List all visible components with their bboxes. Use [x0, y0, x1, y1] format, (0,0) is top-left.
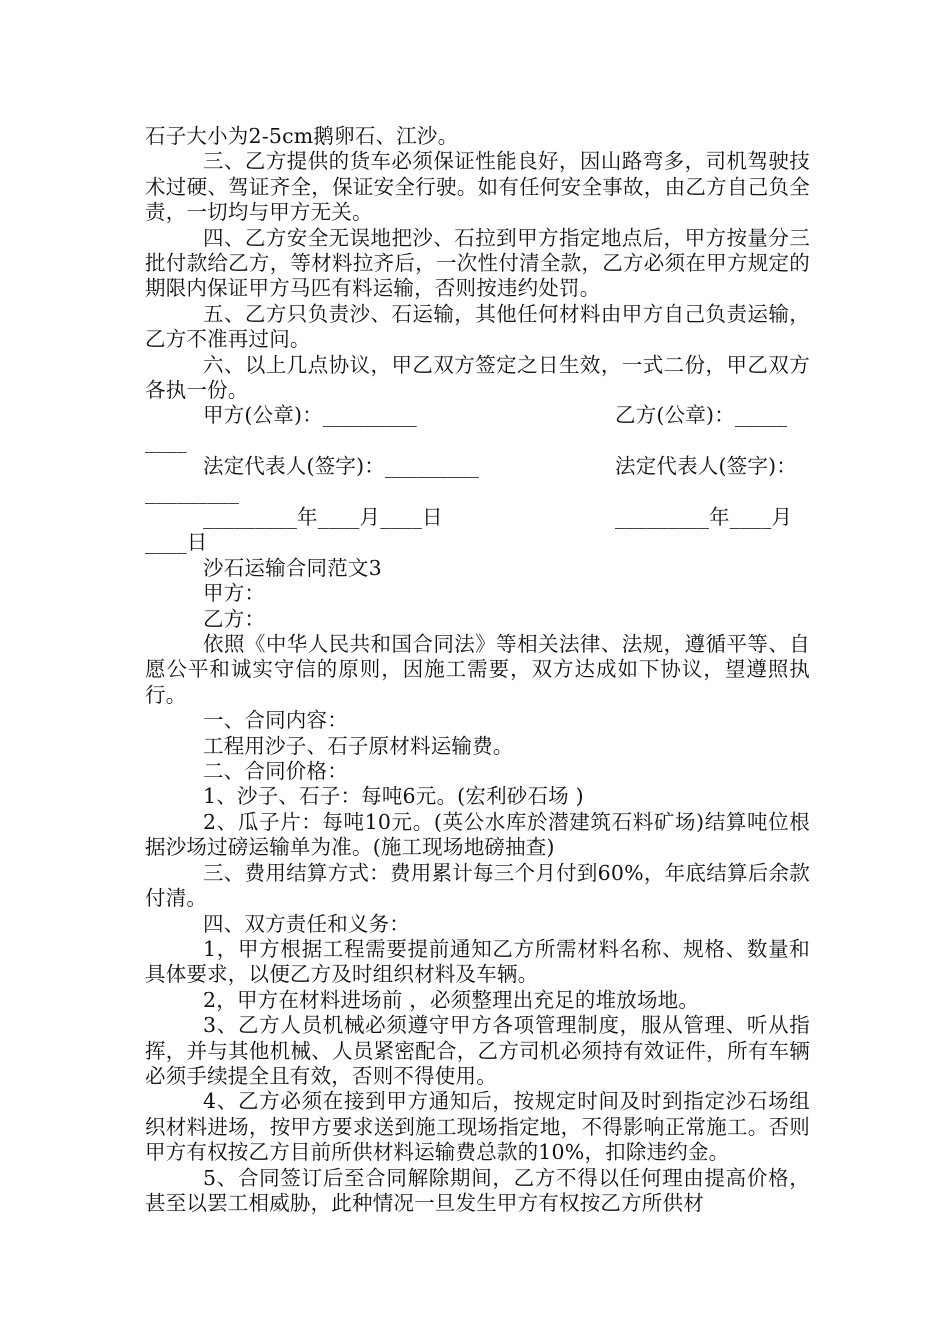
section-2-item-2: 2、瓜子片：每吨10元。(英公水库於潜建筑石料矿场)结算吨位根据沙场过磅运输单为准。(施工现场地磅抽查)	[145, 809, 810, 860]
section-2-item-1: 1、沙子、石子：每吨6元。(宏利砂石场 )	[203, 784, 584, 809]
section-4-item-2: 2，甲方在材料进场前 ，必须整理出充足的堆放场地。	[203, 987, 700, 1012]
party-b-seal-line-cont: ____	[145, 428, 187, 453]
section-2-heading: 二、合同价格：	[203, 759, 348, 784]
party-b-date-line: _________年____月	[615, 505, 793, 530]
party-a-label: 甲方：	[203, 581, 266, 606]
party-a-date-line: _________年____月____日	[203, 505, 443, 530]
signature-row-date	[145, 505, 810, 530]
section-4-heading: 四、双方责任和义务：	[203, 911, 410, 936]
section-4-item-5: 5、合同签订后至合同解除期间，乙方不得以任何理由提高价格，甚至以罢工相威胁，此种情况一旦发生甲方有权按乙方所供材	[145, 1165, 810, 1215]
section-4-item-3: 3、乙方人员机械必须遵守甲方各项管理制度，服从管理、听从指挥，并与其他机械、人员紧密配合，乙方司机必须持有效证件，所有车辆必须手续提全且有效，否则不得使用。	[145, 1013, 810, 1088]
paragraph-clause-6: 六、以上几点协议，甲乙双方签定之日生效，一式二份，甲乙双方各执一份。	[145, 352, 810, 403]
contract-title: 沙石运输合同范文3	[203, 555, 382, 580]
section-1-heading: 一、合同内容：	[203, 708, 348, 733]
document-body	[145, 124, 810, 1216]
section-4-item-4: 4、乙方必须在接到甲方通知后，按规定时间及时到指定沙石场组织材料进场，按甲方要求送到施工现场指定地，不得影响正常施工。否则甲方有权按乙方目前所供材料运输费总款的10%，扣除违约金。	[145, 1089, 810, 1165]
party-b-seal-line: 乙方(公章)：_____	[615, 403, 788, 428]
party-a-seal-line: 甲方(公章)：_________	[203, 403, 417, 428]
paragraph-clause-4: 四、乙方安全无误地把沙、石拉到甲方指定地点后，甲方按量分三批付款给乙方，等材料拉齐后，一次性付清全款，乙方必须在甲方规定的期限内保证甲方马匹有料运输，否则按违约处罚。	[145, 225, 810, 301]
party-b-label: 乙方：	[203, 606, 266, 631]
party-b-date-line-cont: ____日	[145, 530, 208, 555]
section-1-body: 工程用沙子、石子原材料运输费。	[203, 733, 514, 758]
section-4-item-1: 1，甲方根据工程需要提前通知乙方所需材料名称、规格、数量和具体要求，以便乙方及时组织材料及车辆。	[145, 936, 810, 987]
signature-row-rep	[145, 454, 810, 479]
party-b-rep-line-cont: _________	[145, 479, 240, 504]
party-b-rep-line: 法定代表人(签字)：	[615, 454, 797, 479]
signature-row-date-cont	[145, 530, 810, 555]
paragraph-clause-3: 三、乙方提供的货车必须保证性能良好，因山路弯多，司机驾驶技术过硬、驾证齐全，保证安全行驶。如有任何安全事故，由乙方自己负全责，一切均与甲方无关。	[145, 149, 810, 225]
paragraph-stone-size: 石子大小为2-5cm鹅卵石、江沙。	[145, 124, 459, 148]
signature-row-seal	[145, 403, 810, 428]
paragraph-intro: 依照《中华人民共和国合同法》等相关法律、法规，遵循平等、自愿公平和诚实守信的原则，因施工需要，双方达成如下协议，望遵照执行。	[145, 632, 810, 707]
signature-row-rep-cont	[145, 480, 810, 505]
section-3-body: 三、费用结算方式：费用累计每三个月付到60%，年底结算后余款付清。	[145, 860, 810, 911]
paragraph-clause-5: 五、乙方只负责沙、石运输，其他任何材料由甲方自己负责运输，乙方不准再过问。	[145, 301, 810, 352]
signature-row-seal-cont	[145, 429, 810, 454]
party-a-rep-line: 法定代表人(签字)：_________	[203, 454, 480, 479]
